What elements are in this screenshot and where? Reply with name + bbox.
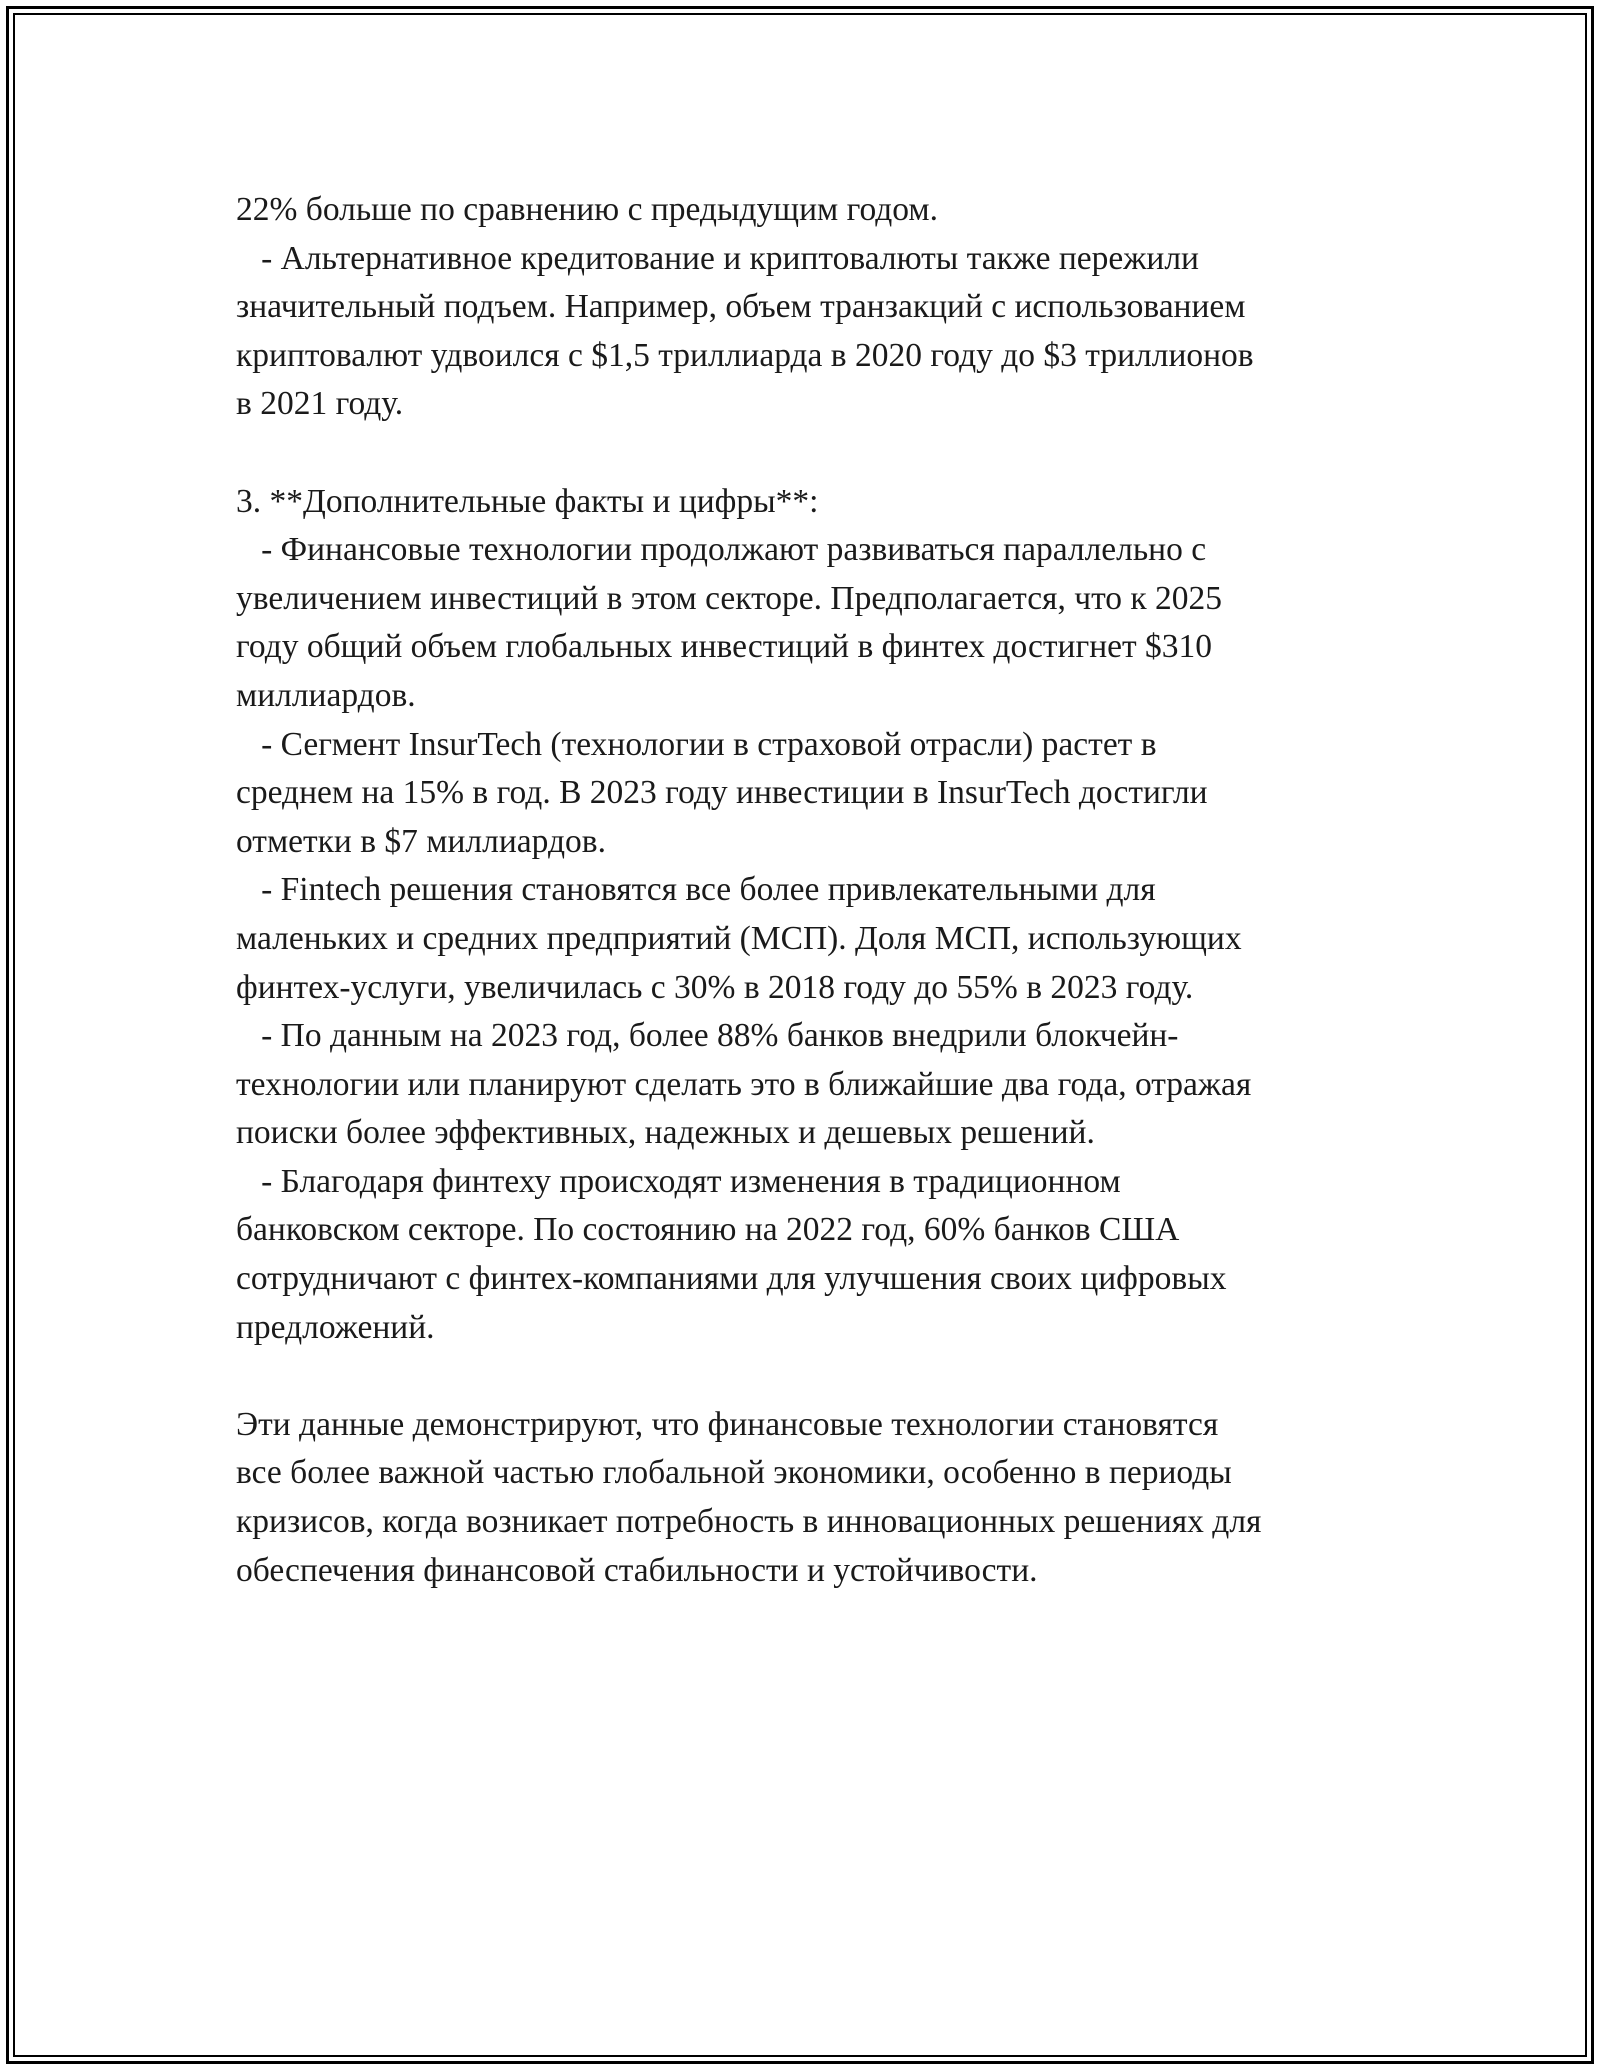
text-line: среднем на 15% в год. В 2023 году инвестиции в InsurTech достигли: [236, 774, 1208, 812]
text-line: миллиардов.: [236, 676, 416, 714]
section-heading: 3. **Дополнительные факты и цифры**:: [236, 482, 819, 520]
text-line: 22% больше по сравнению с предыдущим годом.: [236, 191, 938, 228]
text-line: предложений.: [236, 1308, 435, 1346]
document-body: [236, 186, 1396, 1595]
text-line: - Fintech решения становятся все более привлекательными для: [236, 871, 1156, 909]
text-line: все более важной частью глобальной экономики, особенно в периоды: [236, 1454, 1232, 1492]
text-line: - Финансовые технологии продолжают развиваться параллельно с: [236, 531, 1207, 569]
text-line: кризисов, когда возникает потребность в инновационных решениях для: [236, 1503, 1262, 1541]
text-line: обеспечения финансовой стабильности и устойчивости.: [236, 1551, 1038, 1589]
text-line: сотрудничают с финтех-компаниями для улучшения своих цифровых: [236, 1260, 1227, 1298]
text-line: в 2021 году.: [236, 385, 404, 423]
text-line: криптовалют удвоился с $1,5 триллиарда в 2020 году до $3 триллионов: [236, 336, 1254, 374]
blank-line: [236, 1352, 1396, 1401]
text-line: технологии или планируют сделать это в ближайшие два года, отражая: [236, 1065, 1252, 1103]
text-line: финтех-услуги, увеличилась с 30% в 2018 году до 55% в 2023 году.: [236, 968, 1194, 1006]
text-line: году общий объем глобальных инвестиций в финтех достигнет $310: [236, 628, 1213, 666]
blank-line: [236, 429, 1396, 478]
text-line: банковском секторе. По состоянию на 2022 год, 60% банков США: [236, 1211, 1180, 1249]
text-line: поиски более эффективных, надежных и дешевых решений.: [236, 1114, 1095, 1152]
text-line: маленьких и средних предприятий (МСП). Доля МСП, использующих: [236, 919, 1242, 957]
text-line: - Альтернативное кредитование и криптовалюты также пережили: [236, 239, 1199, 277]
text-line: - Сегмент InsurTech (технологии в страховой отрасли) растет в: [236, 725, 1157, 763]
text-line: увеличением инвестиций в этом секторе. Предполагается, что к 2025: [236, 579, 1223, 617]
text-line: - Благодаря финтеху происходят изменения в традиционном: [236, 1162, 1121, 1200]
text-line: значительный подъем. Например, объем транзакций с использованием: [236, 288, 1246, 326]
text-line: - По данным на 2023 год, более 88% банков внедрили блокчейн-: [236, 1017, 1179, 1055]
text-line: Эти данные демонстрируют, что финансовые технологии становятся: [236, 1405, 1219, 1443]
text-line: отметки в $7 миллиардов.: [236, 822, 606, 860]
